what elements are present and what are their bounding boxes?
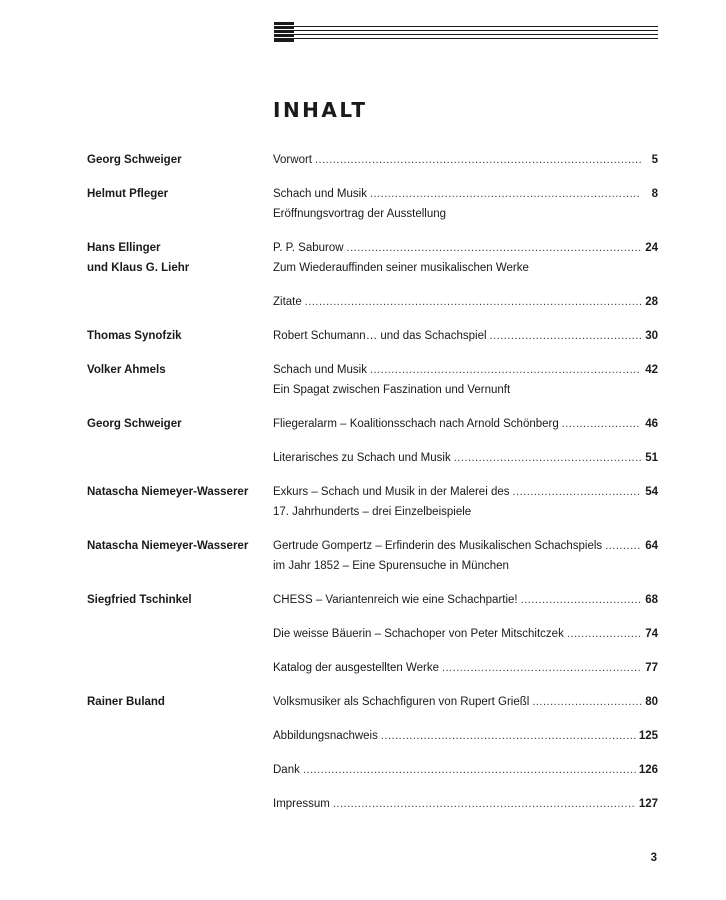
toc-subtitle: Eröffnungsvortrag der Ausstellung [273,208,447,220]
toc-title: Dank [273,764,300,776]
toc-page: 5 [651,154,658,166]
toc-entry[interactable] [273,448,658,468]
toc-page: 80 [645,696,658,708]
toc-page: 127 [638,798,658,810]
toc-entry[interactable] [273,150,658,170]
toc-row [0,360,726,396]
toc-page: 46 [645,418,658,430]
toc-title: Exkurs – Schach und Musik in der Malerei des [273,486,510,498]
toc-row [0,414,726,434]
toc-subtitle: 17. Jahrhunderts – drei Einzelbeispiele [273,506,472,518]
toc-title: Zitate [273,296,302,308]
dot-leader [305,292,641,312]
toc-row [0,238,726,274]
toc-title: Die weisse Bäuerin – Schachoper von Peter Mitschitczek [273,628,564,640]
toc-author: Georg Schweiger [87,418,182,430]
toc-title: Impressum [273,798,330,810]
toc-page: 125 [638,730,658,742]
toc-page: 68 [645,594,658,606]
toc-page: 54 [645,486,658,498]
toc-page: 126 [638,764,658,776]
toc-row [0,482,726,518]
dot-leader [562,414,641,434]
toc-title: Schach und Musik [273,188,367,200]
dot-leader [454,448,641,468]
toc-title: Vorwort [273,154,312,166]
toc-author: Natascha Niemeyer-Wasserer [87,486,249,498]
toc-entry[interactable] [273,794,658,814]
toc-row [0,726,726,746]
toc-page: 77 [645,662,658,674]
dot-leader [333,794,636,814]
dot-leader [315,150,641,170]
toc-entry[interactable] [273,624,658,644]
toc-entry[interactable] [273,326,658,346]
dot-leader [442,658,641,678]
page-number: 3 [650,852,657,864]
toc-row [0,658,726,678]
toc-title: Abbildungsnachweis [273,730,378,742]
toc-entry[interactable] [273,536,658,556]
toc-page: 42 [645,364,658,376]
toc-author: Hans Ellinger [87,242,161,254]
dot-leader [303,760,636,780]
toc-author: Georg Schweiger [87,154,182,166]
toc-subtitle: Ein Spagat zwischen Faszination und Vernunft [273,384,511,396]
page-title: INHALT [273,98,368,122]
dot-leader [381,726,636,746]
toc-title: Katalog der ausgestellten Werke [273,662,439,674]
dot-leader [567,624,641,644]
dot-leader [370,360,641,380]
toc-title: Volksmusiker als Schachfiguren von Rupert Grießl [273,696,530,708]
toc-entry[interactable] [273,360,658,380]
toc-author: Helmut Pfleger [87,188,169,200]
toc-entry[interactable] [273,482,658,502]
toc-title: CHESS – Variantenreich wie eine Schachpartie! [273,594,518,606]
toc-title: Literarisches zu Schach und Musik [273,452,451,464]
toc-page: 74 [645,628,658,640]
toc-entry[interactable] [273,184,658,204]
toc-entry[interactable] [273,726,658,746]
toc-entry[interactable] [273,590,658,610]
toc-title: P. P. Saburow [273,242,344,254]
toc-entry[interactable] [273,658,658,678]
toc-author: Rainer Buland [87,696,165,708]
toc-row [0,292,726,312]
dot-leader [490,326,641,346]
toc-title: Robert Schumann… und das Schachspiel [273,330,487,342]
toc-row [0,184,726,220]
toc-author: Siegfried Tschinkel [87,594,192,606]
toc-page: 51 [645,452,658,464]
toc-entry[interactable] [273,760,658,780]
toc-page: 24 [645,242,658,254]
toc-entry[interactable] [273,692,658,712]
toc-row [0,692,726,712]
toc-row [0,150,726,170]
toc-title: Schach und Musik [273,364,367,376]
toc-page: 8 [651,188,658,200]
dot-leader [521,590,641,610]
toc-page: 30 [645,330,658,342]
toc-row [0,590,726,610]
dot-leader [532,692,641,712]
toc-author: Volker Ahmels [87,364,166,376]
dot-leader [605,536,641,556]
toc-row [0,794,726,814]
toc-title: Gertrude Gompertz – Erfinderin des Musikalischen Schachspiels [273,540,603,552]
toc-title: Fliegeralarm – Koalitionsschach nach Arnold Schönberg [273,418,559,430]
toc-subtitle: im Jahr 1852 – Eine Spurensuche in München [273,560,509,572]
dot-leader [513,482,642,502]
toc-page: 64 [645,540,658,552]
toc-row [0,536,726,572]
toc-row [0,760,726,780]
toc-author: Thomas Synofzik [87,330,182,342]
toc-subtitle: Zum Wiederauffinden seiner musikalischen Werke [273,262,529,274]
toc-row [0,624,726,644]
toc-entry[interactable] [273,238,658,258]
toc-entry[interactable] [273,292,658,312]
dot-leader [370,184,641,204]
dot-leader [347,238,641,258]
toc-entry[interactable] [273,414,658,434]
toc-author-second: und Klaus G. Liehr [87,262,190,274]
toc-page: 28 [645,296,658,308]
toc-author: Natascha Niemeyer-Wasserer [87,540,249,552]
toc-row [0,448,726,468]
toc-row [0,326,726,346]
